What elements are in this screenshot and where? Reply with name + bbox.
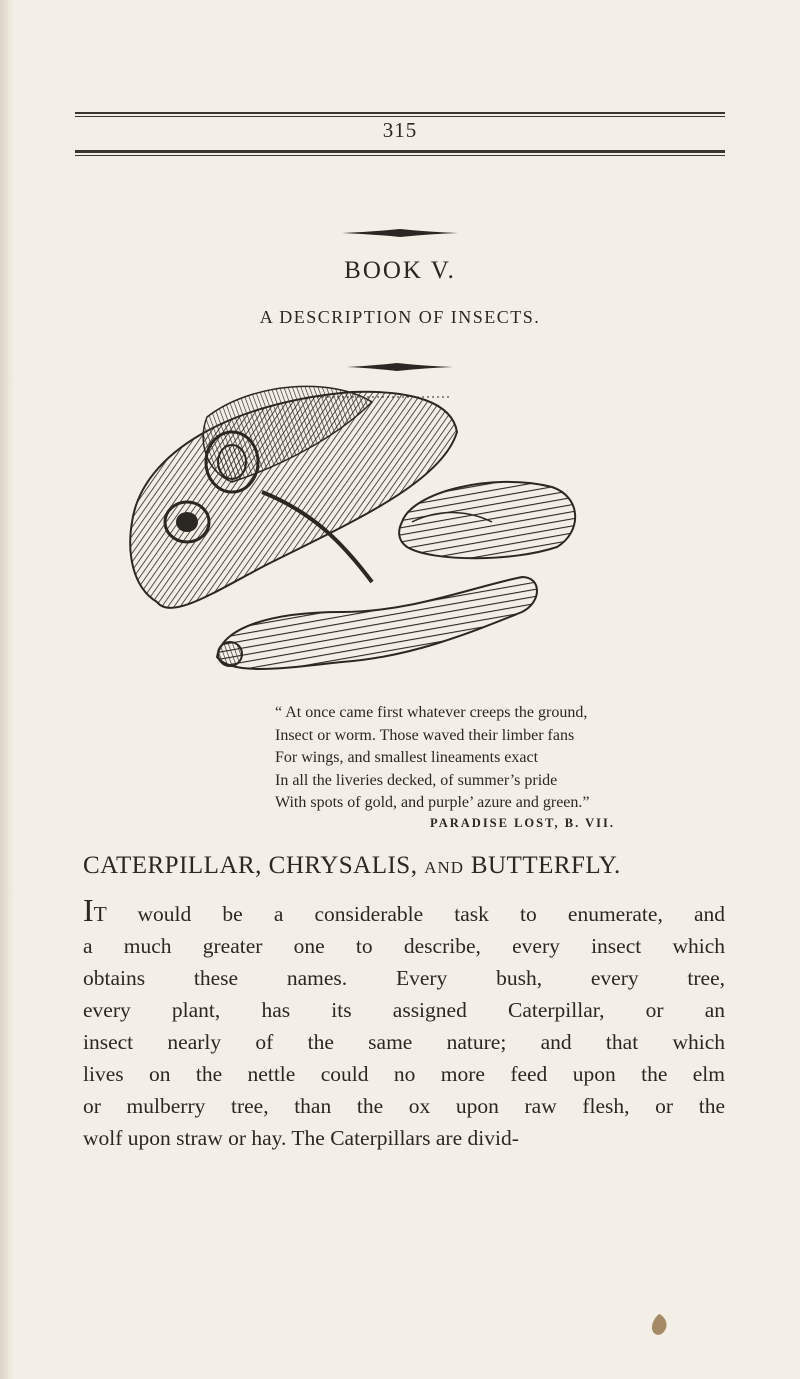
butterfly-figure	[130, 386, 457, 608]
first-line-rest: T would be a considerable task to enumerate, and	[93, 902, 725, 926]
body-line: lives on the nettle could no more feed upon the elm	[83, 1062, 725, 1086]
verse-line: Insect or worm. Those waved their limber fans	[275, 726, 575, 744]
section-heading	[83, 852, 763, 880]
ornament-top	[0, 226, 800, 244]
heading-end: BUTTERFLY.	[470, 852, 621, 879]
chrysalis-figure	[399, 482, 575, 558]
heading-main: CATERPILLAR, CHRYSALIS,	[83, 852, 418, 879]
header-rule-top	[75, 112, 725, 114]
drop-cap: I	[83, 892, 94, 928]
book-title: BOOK V.	[344, 257, 456, 284]
body-line: obtains these names. Every bush, every tree,	[83, 966, 725, 990]
epigraph-attribution: PARADISE LOST, B. VII.	[430, 816, 616, 830]
verse-line: For wings, and smallest lineaments exact	[275, 749, 539, 766]
caterpillar-figure	[217, 577, 537, 669]
body-line: or mulberry tree, than the ox upon raw flesh, or the	[83, 1094, 725, 1118]
header-rule-bottom	[75, 150, 725, 153]
body-line: insect nearly of the same nature; and that which	[83, 1030, 725, 1054]
insect-engraving	[112, 372, 592, 684]
book-subtitle: A DESCRIPTION OF INSECTS.	[259, 307, 541, 327]
verse-line: With spots of gold, and purple’ azure and green.”	[275, 794, 590, 811]
epigraph-verse	[275, 702, 735, 815]
verse-line: In all the liveries decked, of summer’s pride	[275, 771, 558, 789]
header-rule-top-thin	[75, 116, 725, 117]
page-number: 315	[382, 118, 418, 142]
verse-line: “ At once came first whatever creeps the ground,	[275, 704, 588, 721]
header-rule-bottom-thin	[75, 155, 725, 156]
body-line: every plant, has its assigned Caterpillar, or an	[83, 998, 725, 1022]
body-paragraph	[83, 892, 725, 1154]
body-line-first	[83, 892, 725, 930]
body-line: wolf upon straw or hay. The Caterpillars are divid-	[83, 1126, 519, 1150]
body-line: a much greater one to describe, every insect which	[83, 934, 725, 958]
ink-stain	[648, 1312, 670, 1338]
page-binding-edge	[0, 0, 14, 1379]
heading-and: AND	[424, 858, 465, 877]
